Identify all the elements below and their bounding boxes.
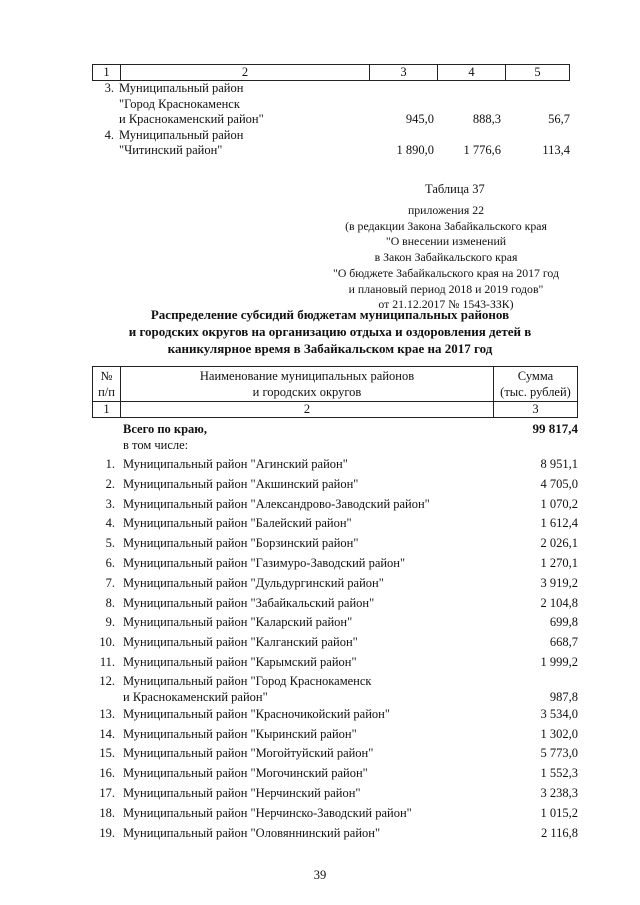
- district-name-line: Муниципальный район "Забайкальский район": [123, 595, 375, 610]
- row-number: 6.: [105, 555, 115, 570]
- district-name: [119, 534, 491, 554]
- subsidy-amount: 2 116,8: [540, 825, 578, 840]
- table-row: [92, 574, 578, 594]
- district-name-line: Муниципальный район "Каларский район": [123, 615, 353, 630]
- district-name: [119, 804, 491, 824]
- row-number: 16.: [99, 766, 115, 781]
- subsidy-amount: 1 270,1: [540, 555, 578, 570]
- table-row: [92, 673, 578, 705]
- table-row: [92, 455, 578, 475]
- subsidy-amount: 987,8: [549, 689, 578, 704]
- subsidy-amount: 3 238,3: [540, 785, 578, 800]
- header-amount: Сумма (тыс. рублей): [500, 369, 571, 399]
- district-name: [119, 613, 491, 633]
- row-number: 17.: [99, 785, 115, 800]
- total-value: 99 817,4: [532, 421, 578, 436]
- including-label: в том числе:: [123, 438, 189, 452]
- row-number: 18.: [99, 805, 115, 820]
- total-row: [92, 421, 578, 437]
- appendix-line: от 21.12.2017 № 1543-ЗЗК): [378, 297, 514, 312]
- column-number-2: 2: [121, 402, 494, 417]
- district-name-line: Муниципальный район "Александрово-Заводский район": [123, 496, 430, 511]
- row-number: 12.: [99, 673, 115, 688]
- appendix-reference: [296, 203, 596, 313]
- value-col3: 945,0: [405, 112, 434, 126]
- district-name-line: Муниципальный район "Могойтуйский район": [123, 746, 374, 761]
- district-name-line: Муниципальный район "Оловяннинский район": [123, 825, 381, 840]
- column-number-5: 5: [534, 65, 541, 79]
- district-name-line: и Краснокаменский район": [123, 689, 268, 704]
- subsidy-table-header: [92, 366, 578, 402]
- table-row: [92, 514, 578, 534]
- column-number-3: 3: [532, 402, 539, 416]
- table-number: Таблица 37: [425, 182, 485, 196]
- column-number-4: 4: [438, 65, 506, 80]
- subsidy-amount: 5 773,0: [540, 746, 578, 761]
- district-name-line: Муниципальный район "Нерчинский район": [123, 785, 361, 800]
- district-name-line: Муниципальный район "Газимуро-Заводский район": [123, 555, 406, 570]
- district-name: [119, 673, 491, 705]
- table-row: [92, 764, 578, 784]
- row-number: 1.: [105, 457, 115, 471]
- row-number: 10.: [99, 635, 115, 650]
- district-name: [119, 653, 491, 673]
- district-name: [119, 725, 491, 745]
- title-line: Распределение субсидий бюджетам муниципальных районов: [150, 307, 510, 322]
- row-name-line: Муниципальный район: [119, 81, 244, 95]
- table-row: [92, 653, 578, 673]
- table-row: [92, 128, 570, 159]
- appendix-line: "О внесении изменений: [385, 234, 507, 249]
- district-name-line: Муниципальный район "Борзинский район": [123, 536, 359, 551]
- column-number-2: 2: [121, 65, 370, 80]
- district-name-line: Муниципальный район "Балейский район": [123, 516, 352, 531]
- row-name: [119, 81, 367, 128]
- table-row: [92, 475, 578, 495]
- row-number: 11.: [99, 654, 115, 669]
- district-name-line: Муниципальный район "Красночикойский район": [123, 706, 390, 721]
- subsidy-table-body: [92, 455, 578, 843]
- district-name: [119, 824, 491, 844]
- district-name-line: Муниципальный район "Агинский район": [123, 457, 348, 471]
- total-label: Всего по краю,: [123, 422, 207, 436]
- column-number-1: 1: [93, 402, 121, 417]
- row-name-line: Муниципальный район: [119, 127, 244, 142]
- value-col4: 888,3: [472, 112, 501, 126]
- row-number: 15.: [99, 746, 115, 761]
- district-name-line: Муниципальный район "Могочинский район": [123, 766, 368, 781]
- row-number: 4.: [104, 127, 114, 142]
- continuation-table-header: [92, 64, 570, 81]
- table-row: [92, 705, 578, 725]
- row-number: 4.: [105, 516, 115, 531]
- table-row: [92, 824, 578, 844]
- subsidy-table: [92, 366, 578, 843]
- table-row: [92, 725, 578, 745]
- value-col4: 1 776,6: [463, 143, 501, 157]
- table-row: [92, 554, 578, 574]
- district-name: [119, 455, 491, 475]
- continuation-table: [92, 64, 570, 159]
- appendix-line: и плановый период 2018 и 2019 годов": [348, 281, 544, 296]
- district-name: [119, 594, 491, 614]
- row-number: 2.: [105, 476, 115, 491]
- subsidy-amount: 3 534,0: [540, 706, 578, 721]
- district-name: [119, 705, 491, 725]
- row-name-line: и Краснокаменский район": [119, 112, 264, 126]
- table-row: [92, 633, 578, 653]
- subsidy-amount: 2 026,1: [540, 536, 578, 551]
- continuation-table-body: [92, 81, 570, 159]
- header-name: Наименование муниципальных районов и городских округов: [121, 367, 494, 401]
- row-number: 9.: [105, 615, 115, 630]
- district-name-line: Муниципальный район "Дульдургинский район": [123, 575, 384, 590]
- row-number: 8.: [105, 595, 115, 610]
- district-name: [119, 633, 491, 653]
- value-col5: 56,7: [548, 112, 570, 126]
- row-number: 3.: [105, 496, 115, 511]
- header-number: № п/п: [93, 367, 121, 401]
- appendix-line: приложения 22: [407, 203, 485, 217]
- row-name: [119, 128, 367, 159]
- table-row: [92, 81, 570, 128]
- subsidy-amount: 1 999,2: [540, 654, 578, 669]
- subsidy-amount: 1 070,2: [540, 496, 578, 511]
- table-row: [92, 744, 578, 764]
- title-line: и городских округов на организацию отдыха и оздоровления детей в: [128, 324, 532, 339]
- district-name-line: Муниципальный район "Калганский район": [123, 635, 358, 650]
- subsidy-amount: 3 919,2: [540, 575, 578, 590]
- row-number: 5.: [105, 536, 115, 551]
- subsidy-amount: 2 104,8: [540, 595, 578, 610]
- value-col5: 113,4: [542, 143, 570, 157]
- value-col3: 1 890,0: [396, 143, 434, 157]
- row-number: 3.: [104, 81, 114, 95]
- table-row: [92, 804, 578, 824]
- district-name-line: Муниципальный район "Карымский район": [123, 654, 357, 669]
- subsidy-amount: 1 612,4: [540, 516, 578, 531]
- district-name-line: Муниципальный район "Кыринский район": [123, 726, 357, 741]
- column-number-1: 1: [93, 65, 121, 80]
- table-row: [92, 495, 578, 515]
- district-name: [119, 495, 491, 515]
- district-name: [119, 554, 491, 574]
- row-number: 19.: [99, 825, 115, 840]
- table-title: [100, 306, 560, 357]
- page-number: 39: [313, 868, 327, 882]
- row-name-line: "Город Краснокаменск: [119, 96, 240, 111]
- subsidy-amount: 8 951,1: [540, 457, 578, 471]
- subsidy-amount: 668,7: [549, 635, 578, 650]
- subsidy-amount: 1 302,0: [540, 726, 578, 741]
- column-numbers-row: [92, 402, 578, 418]
- subsidy-amount: 1 552,3: [540, 766, 578, 781]
- table-row: [92, 613, 578, 633]
- district-name: [119, 784, 491, 804]
- district-name: [119, 514, 491, 534]
- row-number: 7.: [105, 575, 115, 590]
- column-number-3: 3: [370, 65, 438, 80]
- appendix-line: "О бюджете Забайкальского края на 2017 год: [333, 265, 559, 280]
- district-name-line: Муниципальный район "Нерчинско-Заводский район": [123, 805, 412, 820]
- district-name: [119, 744, 491, 764]
- district-name: [119, 574, 491, 594]
- table-row: [92, 534, 578, 554]
- table-row: [92, 784, 578, 804]
- table-row: [92, 594, 578, 614]
- row-name-line: "Читинский район": [119, 143, 223, 157]
- district-name: [119, 764, 491, 784]
- subsidy-amount: 4 705,0: [540, 476, 578, 491]
- appendix-line: (в редакции Закона Забайкальского края: [345, 218, 547, 233]
- title-line: каникулярное время в Забайкальском крае на 2017 год: [167, 341, 493, 356]
- appendix-line: в Закон Забайкальского края: [374, 250, 518, 265]
- subsidy-amount: 699,8: [549, 615, 578, 630]
- district-name: [119, 475, 491, 495]
- row-number: 13.: [99, 706, 115, 721]
- row-number: 14.: [99, 726, 115, 741]
- district-name-line: Муниципальный район "Акшинский район": [123, 476, 359, 491]
- subsidy-amount: 1 015,2: [540, 805, 578, 820]
- district-name-line: Муниципальный район "Город Краснокаменск: [123, 673, 372, 688]
